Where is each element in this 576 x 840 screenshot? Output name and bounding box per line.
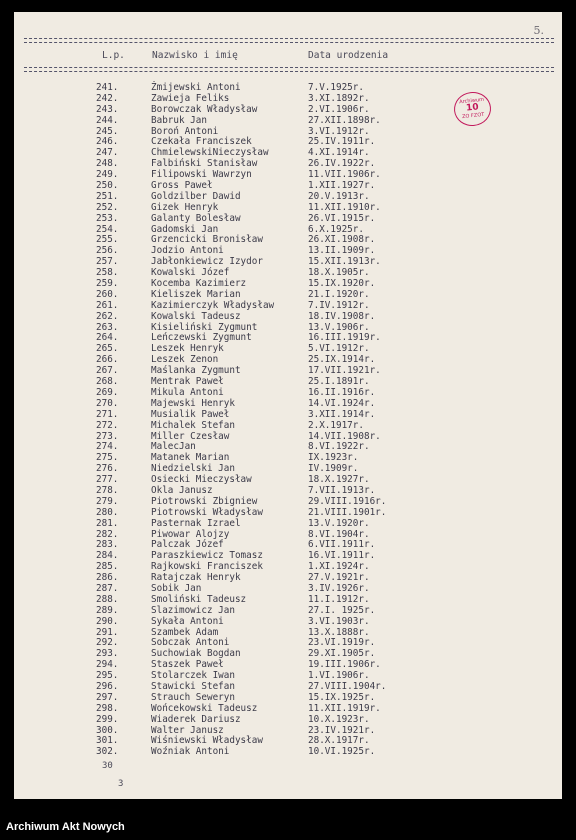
birth-date: 27.I. 1925r. xyxy=(308,604,376,616)
birth-date: 13.X.1888r. xyxy=(308,626,370,638)
row-number: 285. xyxy=(96,561,119,573)
birth-date: 3.VI.1912r. xyxy=(308,125,370,137)
person-name: Borowczak Władysław xyxy=(151,103,258,115)
birth-date: 13.V.1906r. xyxy=(308,321,370,333)
row-number: 280. xyxy=(96,506,119,518)
person-name: Woźniak Antoni xyxy=(151,746,230,758)
person-name: Gizek Henryk xyxy=(151,201,219,213)
person-name: Rajkowski Franciszek xyxy=(151,561,263,573)
header-rule-bottom-2 xyxy=(24,71,554,72)
person-name: Szambek Adam xyxy=(151,626,219,638)
birth-date: 16.II.1916r. xyxy=(308,386,376,398)
row-number: 261. xyxy=(96,299,119,311)
row-number: 268. xyxy=(96,376,119,388)
row-number: 247. xyxy=(96,147,119,159)
birth-date: 5.VI.1912r. xyxy=(308,343,370,355)
person-name: Paraszkiewicz Tomasz xyxy=(151,550,263,562)
row-number: 274. xyxy=(96,441,119,453)
birth-date: 27.VIII.1904r. xyxy=(308,680,387,692)
list-item xyxy=(14,214,562,225)
birth-date: 3.XII.1914r. xyxy=(308,408,376,420)
row-number: 269. xyxy=(96,386,119,398)
person-name: Maślanka Zygmunt xyxy=(151,365,241,377)
archive-stamp: Archiwum 10 ZO FZOT xyxy=(452,90,492,128)
person-name: Sykała Antoni xyxy=(151,615,224,627)
person-name: Sobczak Antoni xyxy=(151,637,230,649)
person-name: Kisieliński Zygmunt xyxy=(151,321,258,333)
row-number: 260. xyxy=(96,288,119,300)
person-name: Matanek Marian xyxy=(151,452,230,464)
list-item xyxy=(14,421,562,432)
row-number: 291. xyxy=(96,626,119,638)
row-number: 287. xyxy=(96,582,119,594)
person-name: Suchowiak Bogdan xyxy=(151,648,241,660)
birth-date: 6.VII.1911r. xyxy=(308,539,376,551)
birth-date: 27.V.1921r. xyxy=(308,572,370,584)
person-name: Jodzio Antoni xyxy=(151,245,224,257)
list-item xyxy=(14,519,562,530)
struck-row-number: 30 xyxy=(102,761,113,771)
person-name: Wiśniewski Władysław xyxy=(151,735,263,747)
column-header-lp: L.p. xyxy=(102,50,125,61)
row-number: 288. xyxy=(96,593,119,605)
person-name: Piwowar Alojzy xyxy=(151,528,230,540)
person-name: Boroń Antoni xyxy=(151,125,219,137)
row-number: 277. xyxy=(96,474,119,486)
row-number: 246. xyxy=(96,136,119,148)
row-number: 249. xyxy=(96,169,119,181)
page-number: 5. xyxy=(533,24,544,37)
list-item xyxy=(14,508,562,519)
birth-date: 27.XII.1898r. xyxy=(308,114,381,126)
row-number: 293. xyxy=(96,648,119,660)
row-number: 276. xyxy=(96,463,119,475)
row-number: 248. xyxy=(96,158,119,170)
person-name: Czekała Franciszek xyxy=(151,136,252,148)
person-name: Staszek Paweł xyxy=(151,659,224,671)
list-item xyxy=(14,747,562,758)
row-number: 270. xyxy=(96,397,119,409)
list-item xyxy=(14,715,562,726)
birth-date: 14.VII.1908r. xyxy=(308,430,381,442)
birth-date: 18.IV.1908r. xyxy=(308,310,376,322)
birth-date: IX.1923r. xyxy=(308,452,359,464)
birth-date: 10.X.1923r. xyxy=(308,713,370,725)
row-number: 241. xyxy=(96,82,119,93)
birth-date: 2.X.1917r. xyxy=(308,419,364,431)
person-name: Piotrowski Władysław xyxy=(151,506,263,518)
person-name: Palczak Józef xyxy=(151,539,224,551)
birth-date: 26.IV.1922r. xyxy=(308,158,376,170)
list-item xyxy=(14,312,562,323)
person-name: Walter Janusz xyxy=(151,724,224,736)
birth-date: 25.IV.1911r. xyxy=(308,136,376,148)
row-number: 257. xyxy=(96,256,119,268)
birth-date: 11.XII.1919r. xyxy=(308,702,381,714)
birth-date: 11.VII.1906r. xyxy=(308,169,381,181)
row-number: 298. xyxy=(96,702,119,714)
list-item xyxy=(14,410,562,421)
row-number: 250. xyxy=(96,180,119,192)
person-name: Mentrak Paweł xyxy=(151,376,224,388)
row-number: 254. xyxy=(96,223,119,235)
handwritten-mark: 3 xyxy=(118,779,124,789)
row-number: 296. xyxy=(96,680,119,692)
birth-date: 21.I.1920r. xyxy=(308,288,370,300)
birth-date: 16.VI.1911r. xyxy=(308,550,376,562)
row-number: 292. xyxy=(96,637,119,649)
row-number: 273. xyxy=(96,430,119,442)
row-number: 264. xyxy=(96,332,119,344)
birth-date: 13.II.1909r. xyxy=(308,245,376,257)
row-number: 245. xyxy=(96,125,119,137)
person-name: Majewski Henryk xyxy=(151,397,235,409)
birth-date: 18.X.1905r. xyxy=(308,267,370,279)
row-number: 258. xyxy=(96,267,119,279)
person-name: Kowalski Tadeusz xyxy=(151,310,241,322)
birth-date: 23.VI.1919r. xyxy=(308,637,376,649)
birth-date: 3.VI.1903r. xyxy=(308,615,370,627)
row-number: 262. xyxy=(96,310,119,322)
list-item xyxy=(14,617,562,628)
document-page xyxy=(14,12,562,799)
row-number: 252. xyxy=(96,201,119,213)
footer-label: Archiwum Akt Nowych xyxy=(6,821,125,833)
row-number: 301. xyxy=(96,735,119,747)
person-name: Strauch Seweryn xyxy=(151,691,235,703)
row-number: 294. xyxy=(96,659,119,671)
row-number: 244. xyxy=(96,114,119,126)
birth-date: 23.IV.1921r. xyxy=(308,724,376,736)
row-number: 297. xyxy=(96,691,119,703)
birth-date: 7.VII.1913r. xyxy=(308,484,376,496)
row-number: 286. xyxy=(96,572,119,584)
birth-date: 25.I.1891r. xyxy=(308,376,370,388)
row-number: 263. xyxy=(96,321,119,333)
column-header-name: Nazwisko i imię xyxy=(152,50,238,61)
person-name: Galanty Bolesław xyxy=(151,212,241,224)
row-number: 259. xyxy=(96,278,119,290)
birth-date: 17.VII.1921r. xyxy=(308,365,381,377)
row-number: 265. xyxy=(96,343,119,355)
row-number: 300. xyxy=(96,724,119,736)
birth-date: 18.X.1927r. xyxy=(308,474,370,486)
birth-date: 21.VIII.1901r. xyxy=(308,506,387,518)
birth-date: 1.VI.1906r. xyxy=(308,670,370,682)
row-number: 267. xyxy=(96,365,119,377)
person-name: Kieliszek Marian xyxy=(151,288,241,300)
row-number: 290. xyxy=(96,615,119,627)
person-name: Stolarczek Iwan xyxy=(151,670,235,682)
person-name: Leszek Henryk xyxy=(151,343,224,355)
row-number: 282. xyxy=(96,528,119,540)
person-name: Zawieja Feliks xyxy=(151,92,230,104)
birth-date: 6.X.1925r. xyxy=(308,223,364,235)
list-item xyxy=(14,116,562,127)
birth-date: 11.I.1912r. xyxy=(308,593,370,605)
birth-date: 19.III.1906r. xyxy=(308,659,381,671)
row-number: 256. xyxy=(96,245,119,257)
header-rule-top xyxy=(24,38,554,39)
birth-date: 20.V.1913r. xyxy=(308,190,370,202)
birth-date: 15.XII.1913r. xyxy=(308,256,381,268)
person-name: Filipowski Wawrzyn xyxy=(151,169,252,181)
row-number: 295. xyxy=(96,670,119,682)
person-name: Żmijewski Antoni xyxy=(151,82,241,93)
person-name: MalecJan xyxy=(151,441,196,453)
row-number: 279. xyxy=(96,495,119,507)
person-list xyxy=(14,83,562,758)
birth-date: 1.XII.1927r. xyxy=(308,180,376,192)
birth-date: 29.XI.1905r. xyxy=(308,648,376,660)
person-name: Piotrowski Zbigniew xyxy=(151,495,258,507)
row-number: 253. xyxy=(96,212,119,224)
birth-date: 2.VI.1906r. xyxy=(308,103,370,115)
row-number: 243. xyxy=(96,103,119,115)
row-number: 275. xyxy=(96,452,119,464)
header-rule-bottom xyxy=(24,67,554,68)
person-name: Leszek Zenon xyxy=(151,354,219,366)
row-number: 255. xyxy=(96,234,119,246)
archive-footer xyxy=(0,811,576,840)
row-number: 281. xyxy=(96,517,119,529)
row-number: 242. xyxy=(96,92,119,104)
birth-date: 15.IX.1925r. xyxy=(308,691,376,703)
person-name: Babruk Jan xyxy=(151,114,207,126)
person-name: Smoliński Tadeusz xyxy=(151,593,247,605)
person-name: Slazimowicz Jan xyxy=(151,604,235,616)
person-name: Gadomski Jan xyxy=(151,223,219,235)
birth-date: IV.1909r. xyxy=(308,463,359,475)
birth-date: 7.IV.1912r. xyxy=(308,299,370,311)
person-name: Gross Paweł xyxy=(151,180,213,192)
person-name: Pasternak Izrael xyxy=(151,517,241,529)
person-name: Wiaderek Dariusz xyxy=(151,713,241,725)
birth-date: 3.XI.1892r. xyxy=(308,92,370,104)
row-number: 278. xyxy=(96,484,119,496)
birth-date: 4.XI.1914r. xyxy=(308,147,370,159)
row-number: 272. xyxy=(96,419,119,431)
person-name: Musialik Paweł xyxy=(151,408,230,420)
person-name: Wońcekowski Tadeusz xyxy=(151,702,258,714)
person-name: Kazimierczyk Władysław xyxy=(151,299,275,311)
row-number: 289. xyxy=(96,604,119,616)
person-name: Okla Janusz xyxy=(151,484,213,496)
person-name: Jabłonkiewicz Izydor xyxy=(151,256,263,268)
birth-date: 7.V.1925r. xyxy=(308,82,364,93)
person-name: Kocemba Kazimierz xyxy=(151,278,247,290)
birth-date: 8.VI.1922r. xyxy=(308,441,370,453)
person-name: Ratajczak Henryk xyxy=(151,572,241,584)
birth-date: 29.VIII.1916r. xyxy=(308,495,387,507)
row-number: 283. xyxy=(96,539,119,551)
row-number: 251. xyxy=(96,190,119,202)
person-name: Niedzielski Jan xyxy=(151,463,235,475)
row-number: 302. xyxy=(96,746,119,758)
birth-date: 14.VI.1924r. xyxy=(308,397,376,409)
person-name: Leńczewski Zygmunt xyxy=(151,332,252,344)
birth-date: 8.VI.1904r. xyxy=(308,528,370,540)
birth-date: 13.V.1920r. xyxy=(308,517,370,529)
birth-date: 3.IV.1926r. xyxy=(308,582,370,594)
person-name: Sobik Jan xyxy=(151,582,202,594)
birth-date: 26.XI.1908r. xyxy=(308,234,376,246)
column-header-date: Data urodzenia xyxy=(308,50,389,61)
person-name: Stawicki Stefan xyxy=(151,680,235,692)
row-number: 271. xyxy=(96,408,119,420)
row-number: 266. xyxy=(96,354,119,366)
person-name: Falbiński Stanisław xyxy=(151,158,258,170)
person-name: Mikula Antoni xyxy=(151,386,224,398)
list-item xyxy=(14,606,562,617)
header-rule-top-2 xyxy=(24,42,554,43)
person-name: Kowalski Józef xyxy=(151,267,230,279)
birth-date: 15.IX.1920r. xyxy=(308,278,376,290)
row-number: 299. xyxy=(96,713,119,725)
person-name: Osiecki Mieczysław xyxy=(151,474,252,486)
person-name: Michalek Stefan xyxy=(151,419,235,431)
birth-date: 25.IX.1914r. xyxy=(308,354,376,366)
row-number: 284. xyxy=(96,550,119,562)
birth-date: 10.VI.1925r. xyxy=(308,746,376,758)
person-name: ChmielewskiNieczysław xyxy=(151,147,269,159)
birth-date: 11.XII.1910r. xyxy=(308,201,381,213)
birth-date: 16.III.1919r. xyxy=(308,332,381,344)
person-name: Miller Czesław xyxy=(151,430,230,442)
birth-date: 28.X.1917r. xyxy=(308,735,370,747)
birth-date: 26.VI.1915r. xyxy=(308,212,376,224)
person-name: Grzencicki Bronisław xyxy=(151,234,263,246)
person-name: Goldzilber Dawid xyxy=(151,190,241,202)
birth-date: 1.XI.1924r. xyxy=(308,561,370,573)
